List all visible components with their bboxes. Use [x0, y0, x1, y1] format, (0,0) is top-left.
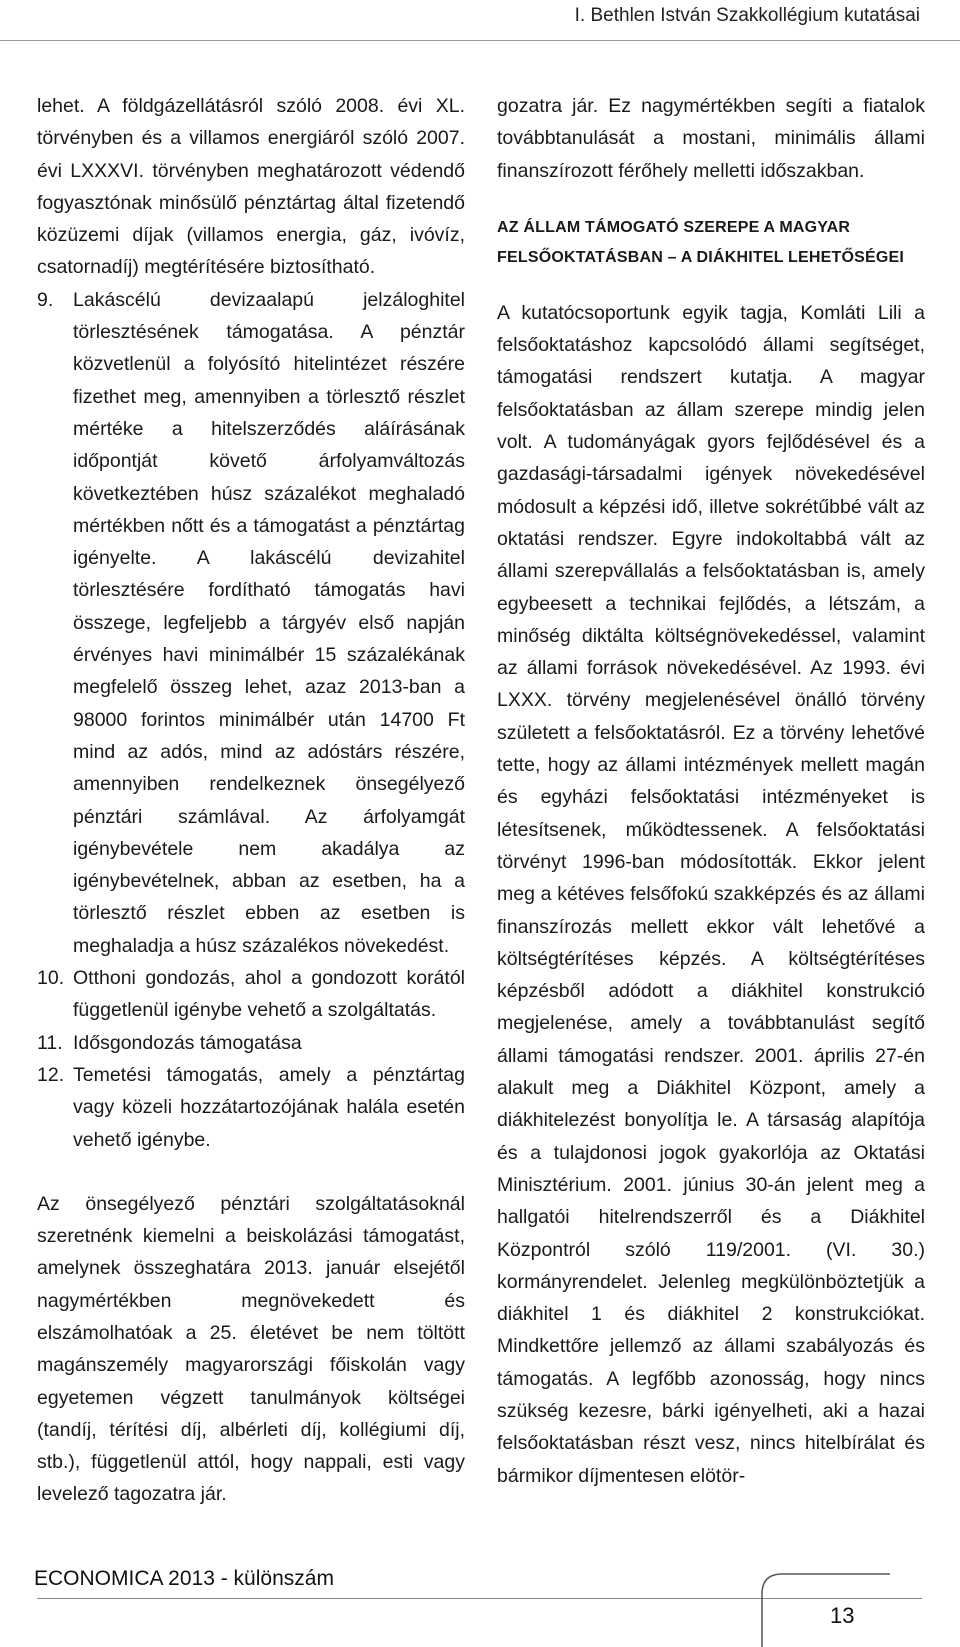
list-item-number: 12. [37, 1063, 65, 1086]
header-title: I. Bethlen István Szakkollégium kutatásai [574, 5, 920, 26]
section-heading: AZ ÁLLAM TÁMOGATÓ SZEREPE A MAGYAR FELSŐOKTATÁSBAN – A DIÁKHITEL LEHETŐSÉGEI [497, 218, 905, 266]
left-column [37, 90, 465, 1511]
footer-publication: ECONOMICA 2013 - különszám [34, 1567, 334, 1590]
page-number: 13 [830, 1603, 855, 1628]
right-column [497, 90, 925, 1492]
page-number-frame [760, 1572, 890, 1647]
left-closing-paragraph: Az önsegélyező pénztári szolgáltatásoknál szeretnénk kiemelni a beiskolázási támogatást, amelynek összeghatára 2013. január elsejétől nagymértékben megnövekedett és elszámolhatóak a 25. életévet be nem töltött magánszemély magyarországi főiskolán vagy egyetemen végzett tanulmányok költségei (tandíj, térítési díj, albérleti díj, kollégiumi díj, stb.), függetlenül attól, hogy nappali, esti vagy levelező tagozatra jár. [37, 1192, 465, 1506]
list-item-text: Temetési támogatás, amely a pénztártag vagy közeli hozzátartozójának halála esetén vehető igénybe. [73, 1063, 465, 1151]
list-item-text: Lakáscélú devizaalapú jelzáloghitel törlesztésének támogatása. A pénztár közvetlenül a folyósító hitelintézet részére fizethet meg, amennyiben a törlesztő részlet mértéke a hitelszerződés aláírásának időpontját követő árfolyamváltozás következtében húsz százalékot meghaladó mértékben nőtt és a támogatást a pénztártag igényelte. A lakáscélú devizahitel törlesztésére fordítható támogatás havi összege, legfeljebb a tárgyév első napján érvényes havi minimálbér 15 százalékának megfelelő összeg lehet, azaz 2013-ban a 98000 forintos minimálbér után 14700 Ft mind az adós, mind az adóstárs részére, amennyiben rendelkeznek önsegélyező pénztári számlával. Az árfolyamgát igénybevétele nem akadálya az igénybevételnek, abban az esetben, ha a törlesztő részlet ebben az esetben is meghaladja a húsz százalékos növekedést. [73, 288, 465, 957]
right-intro-lead: gozatra jár. [497, 95, 599, 117]
running-header [0, 0, 960, 41]
list-item-text: Otthoni gondozás, ahol a gondozott korától függetlenül igénybe vehető a szolgáltatás. [73, 967, 465, 1022]
list-item [37, 1027, 465, 1059]
list-item [37, 284, 465, 962]
list-item-number: 11. [37, 1031, 63, 1054]
right-intro-paragraph [497, 90, 925, 187]
list-item-number: 10. [37, 967, 65, 990]
list-item [37, 962, 465, 1027]
left-intro-paragraph: lehet. A földgázellátásról szóló 2008. évi XL. törvényben és a villamos energiáról szóló 2007. évi LXXXVI. törvényben meghatározott védendő fogyasztónak minősülő pénztártag által fizetendő közüzemi díjak (villamos energia, gáz, ivóvíz, csatornadíj) megtérítésére biztosítható. [37, 95, 465, 279]
list-item [37, 1059, 465, 1156]
right-body-paragraph: A kutatócsoportunk egyik tagja, Komláti Lili a felsőoktatáshoz kapcsolódó állami segítséget, támogatási rendszert kutatja. A magyar felsőoktatásban az állam szerepe mindig jelen volt. A tudományágak gyors fejlődésével és a gazdasági-társadalmi igények növekedésével módosult a képzési idő, illetve sokrétűbbé vált az oktatási rendszer. Egyre indokoltabbá vált az állami szerepvállalás a felsőoktatásban is, amely egybeesett a technikai fejlődés, a létszám, a minőség diktálta költségnövekedéssel, valamint az állami források növekedésével. Az 1993. évi LXXX. törvény megjelenésével önálló törvény született a felsőoktatásról. Ez a törvény lehetővé tette, hogy az állami intézmények mellett magán és egyházi felsőoktatási intézményeket is létesítsenek, működtessenek. A felsőoktatási törvényt 1996-ban módosították. Ekkor jelent meg a kétéves felsőfokú szakképzés és az állami finanszírozás mellett ekkor vált lehetővé a költségtérítéses képzés. A költségtérítéses képzésből adódott a diákhitel konstrukció megjelenése, amely a továbbtanulást segítő állami támogatási rendszer. 2001. április 27-én alakult meg a Diákhitel Központ, amely a diákhitelezést bonyolítja le. A társaság alapítója és a tulajdonosi jogok gyakorlója az Oktatási Minisztérium. 2001. június 30-án jelent meg a hallgatói hitelrendszerről és a Diákhitel Központról szóló 119/2001. (VI. 30.) kormányrendelet. Jelenleg megkülönböztetjük a diákhitel 1 és diákhitel 2 konstrukciókat. Mindkettőre jellemző az állami szabályozás és támogatás. A legfőbb azonosság, hogy nincs szükség kezesre, bárki igényelheti, aki a hazai felsőoktatásban részt vesz, nincs hitelbírálat és bármikor díjmentesen elötör- [497, 301, 925, 1487]
numbered-list [37, 284, 465, 1156]
list-item-text: Idősgondozás támogatása [73, 1031, 302, 1054]
list-item-number: 9. [37, 288, 54, 311]
right-intro-text: Ez nagymértékben segíti a fiatalok továbbtanulását a mostani, minimális állami finanszírozott férőhely melletti időszakban. [497, 95, 925, 182]
